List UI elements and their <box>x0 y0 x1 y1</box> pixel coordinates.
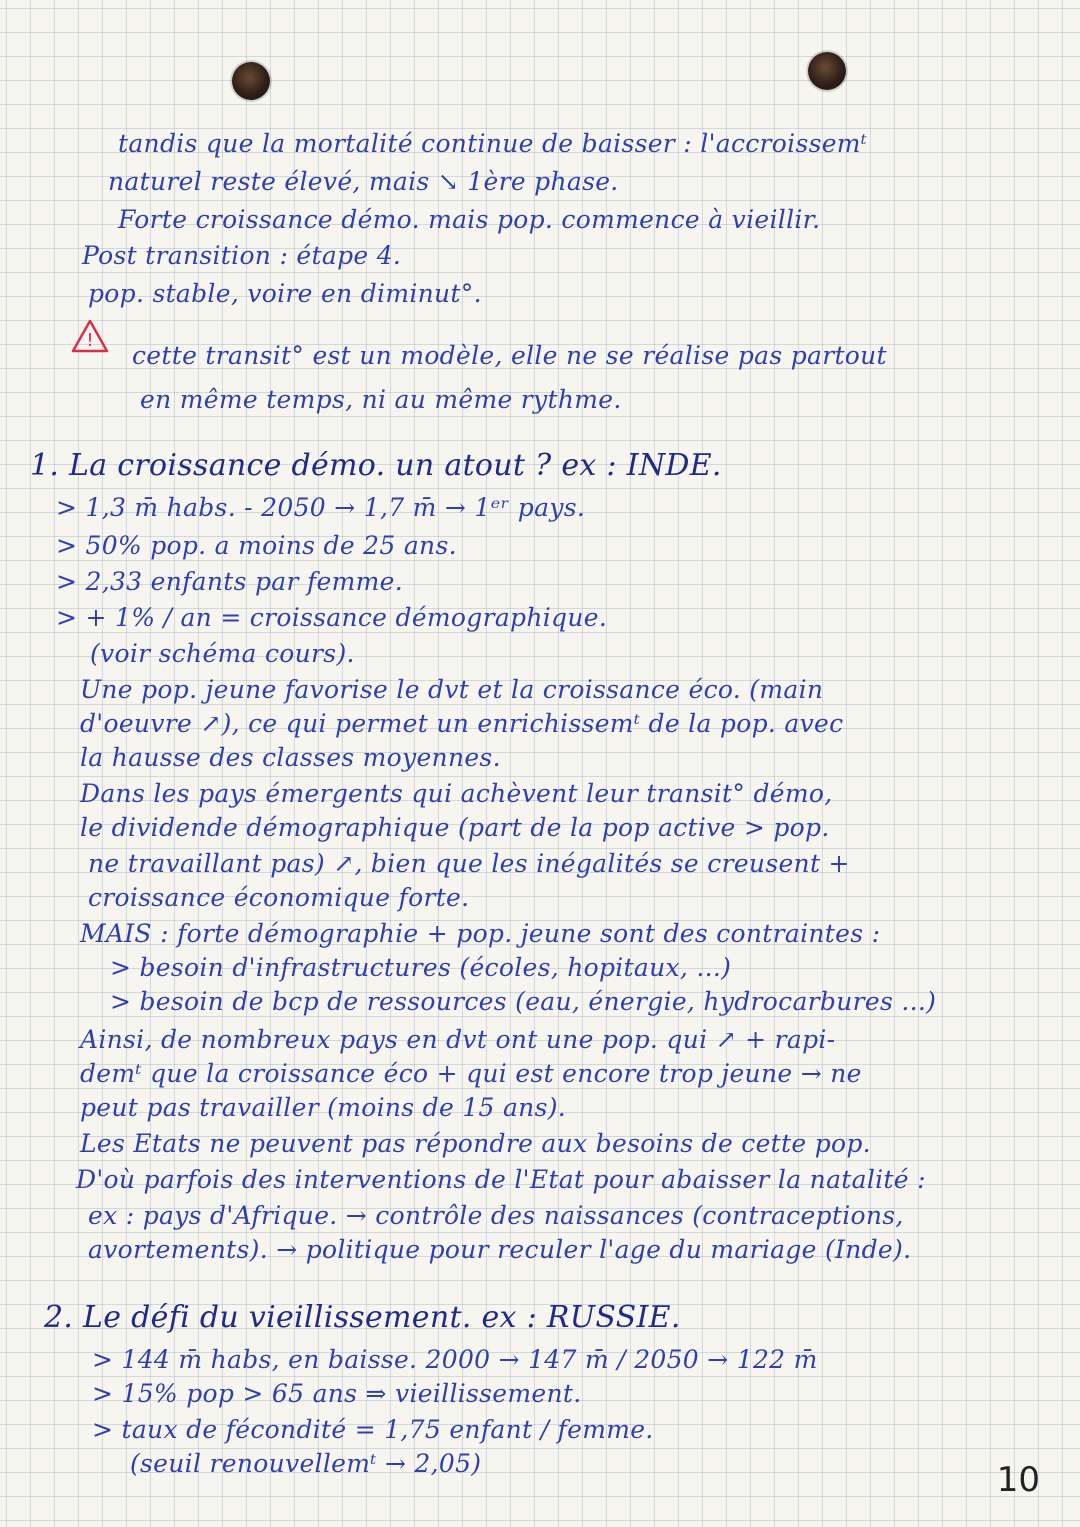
note-line: > 2,33 enfants par femme. <box>56 567 403 596</box>
note-line: (voir schéma cours). <box>90 639 355 668</box>
note-line: Ainsi, de nombreux pays en dvt ont une pop. qui ↗ + rapi- <box>80 1025 836 1054</box>
note-line: Une pop. jeune favorise le dvt et la croissance éco. (main <box>80 675 824 704</box>
note-line: Dans les pays émergents qui achèvent leur transit° démo, <box>80 779 833 808</box>
note-line: MAIS : forte démographie + pop. jeune sont des contraintes : <box>80 919 881 948</box>
warning-triangle-icon <box>70 318 110 354</box>
section-heading: 2. Le défi du vieillissement. ex : RUSSIE. <box>44 1300 681 1335</box>
note-line: ex : pays d'Afrique. → contrôle des naissances (contraceptions, <box>88 1201 904 1230</box>
page-number: 10 <box>996 1460 1040 1500</box>
note-line: > + 1% / an = croissance démographique. <box>56 603 608 632</box>
note-line: avortements). → politique pour reculer l'age du mariage (Inde). <box>88 1235 912 1264</box>
note-line: le dividende démographique (part de la pop active > pop. <box>80 813 830 842</box>
section-heading: 1. La croissance démo. un atout ? ex : INDE. <box>30 448 722 483</box>
note-line: (seuil renouvellemᵗ → 2,05) <box>130 1449 482 1478</box>
svg-text:!: ! <box>86 330 94 351</box>
note-line: pop. stable, voire en diminut°. <box>88 279 482 308</box>
note-line: Forte croissance démo. mais pop. commence à vieillir. <box>118 205 821 234</box>
note-line: > 144 m̄ habs, en baisse. 2000 → 147 m̄ / 2050 → 122 m̄ <box>92 1345 818 1374</box>
note-line: Les Etats ne peuvent pas répondre aux besoins de cette pop. <box>80 1129 871 1158</box>
note-line: > 1,3 m̄ habs. - 2050 → 1,7 m̄ → 1ᵉʳ pays. <box>56 493 586 522</box>
note-line: demᵗ que la croissance éco + qui est encore trop jeune → ne <box>80 1059 862 1088</box>
note-line: la hausse des classes moyennes. <box>80 743 501 772</box>
note-line: peut pas travailler (moins de 15 ans). <box>80 1093 567 1122</box>
note-line: > besoin d'infrastructures (écoles, hopitaux, ...) <box>110 953 732 982</box>
note-line: > 50% pop. a moins de 25 ans. <box>56 531 457 560</box>
note-line: d'oeuvre ↗), ce qui permet un enrichissemᵗ de la pop. avec <box>80 709 844 738</box>
punch-hole-right <box>808 52 846 90</box>
note-line: en même temps, ni au même rythme. <box>140 385 622 414</box>
note-line: croissance économique forte. <box>88 883 470 912</box>
note-line: > taux de fécondité = 1,75 enfant / femme. <box>92 1415 654 1444</box>
note-line: tandis que la mortalité continue de baisser : l'accroissemᵗ <box>118 129 868 158</box>
note-line: > 15% pop > 65 ans ⇒ vieillissement. <box>92 1379 582 1408</box>
note-line: naturel reste élevé, mais ↘ 1ère phase. <box>108 167 619 196</box>
note-line: ne travaillant pas) ↗, bien que les inégalités se creusent + <box>88 849 850 878</box>
note-line: Post transition : étape 4. <box>82 241 402 270</box>
punch-hole-left <box>232 62 270 100</box>
note-line: cette transit° est un modèle, elle ne se réalise pas partout <box>132 341 887 370</box>
note-line: > besoin de bcp de ressources (eau, énergie, hydrocarbures ...) <box>110 987 937 1016</box>
note-line: D'où parfois des interventions de l'Etat pour abaisser la natalité : <box>76 1165 926 1194</box>
